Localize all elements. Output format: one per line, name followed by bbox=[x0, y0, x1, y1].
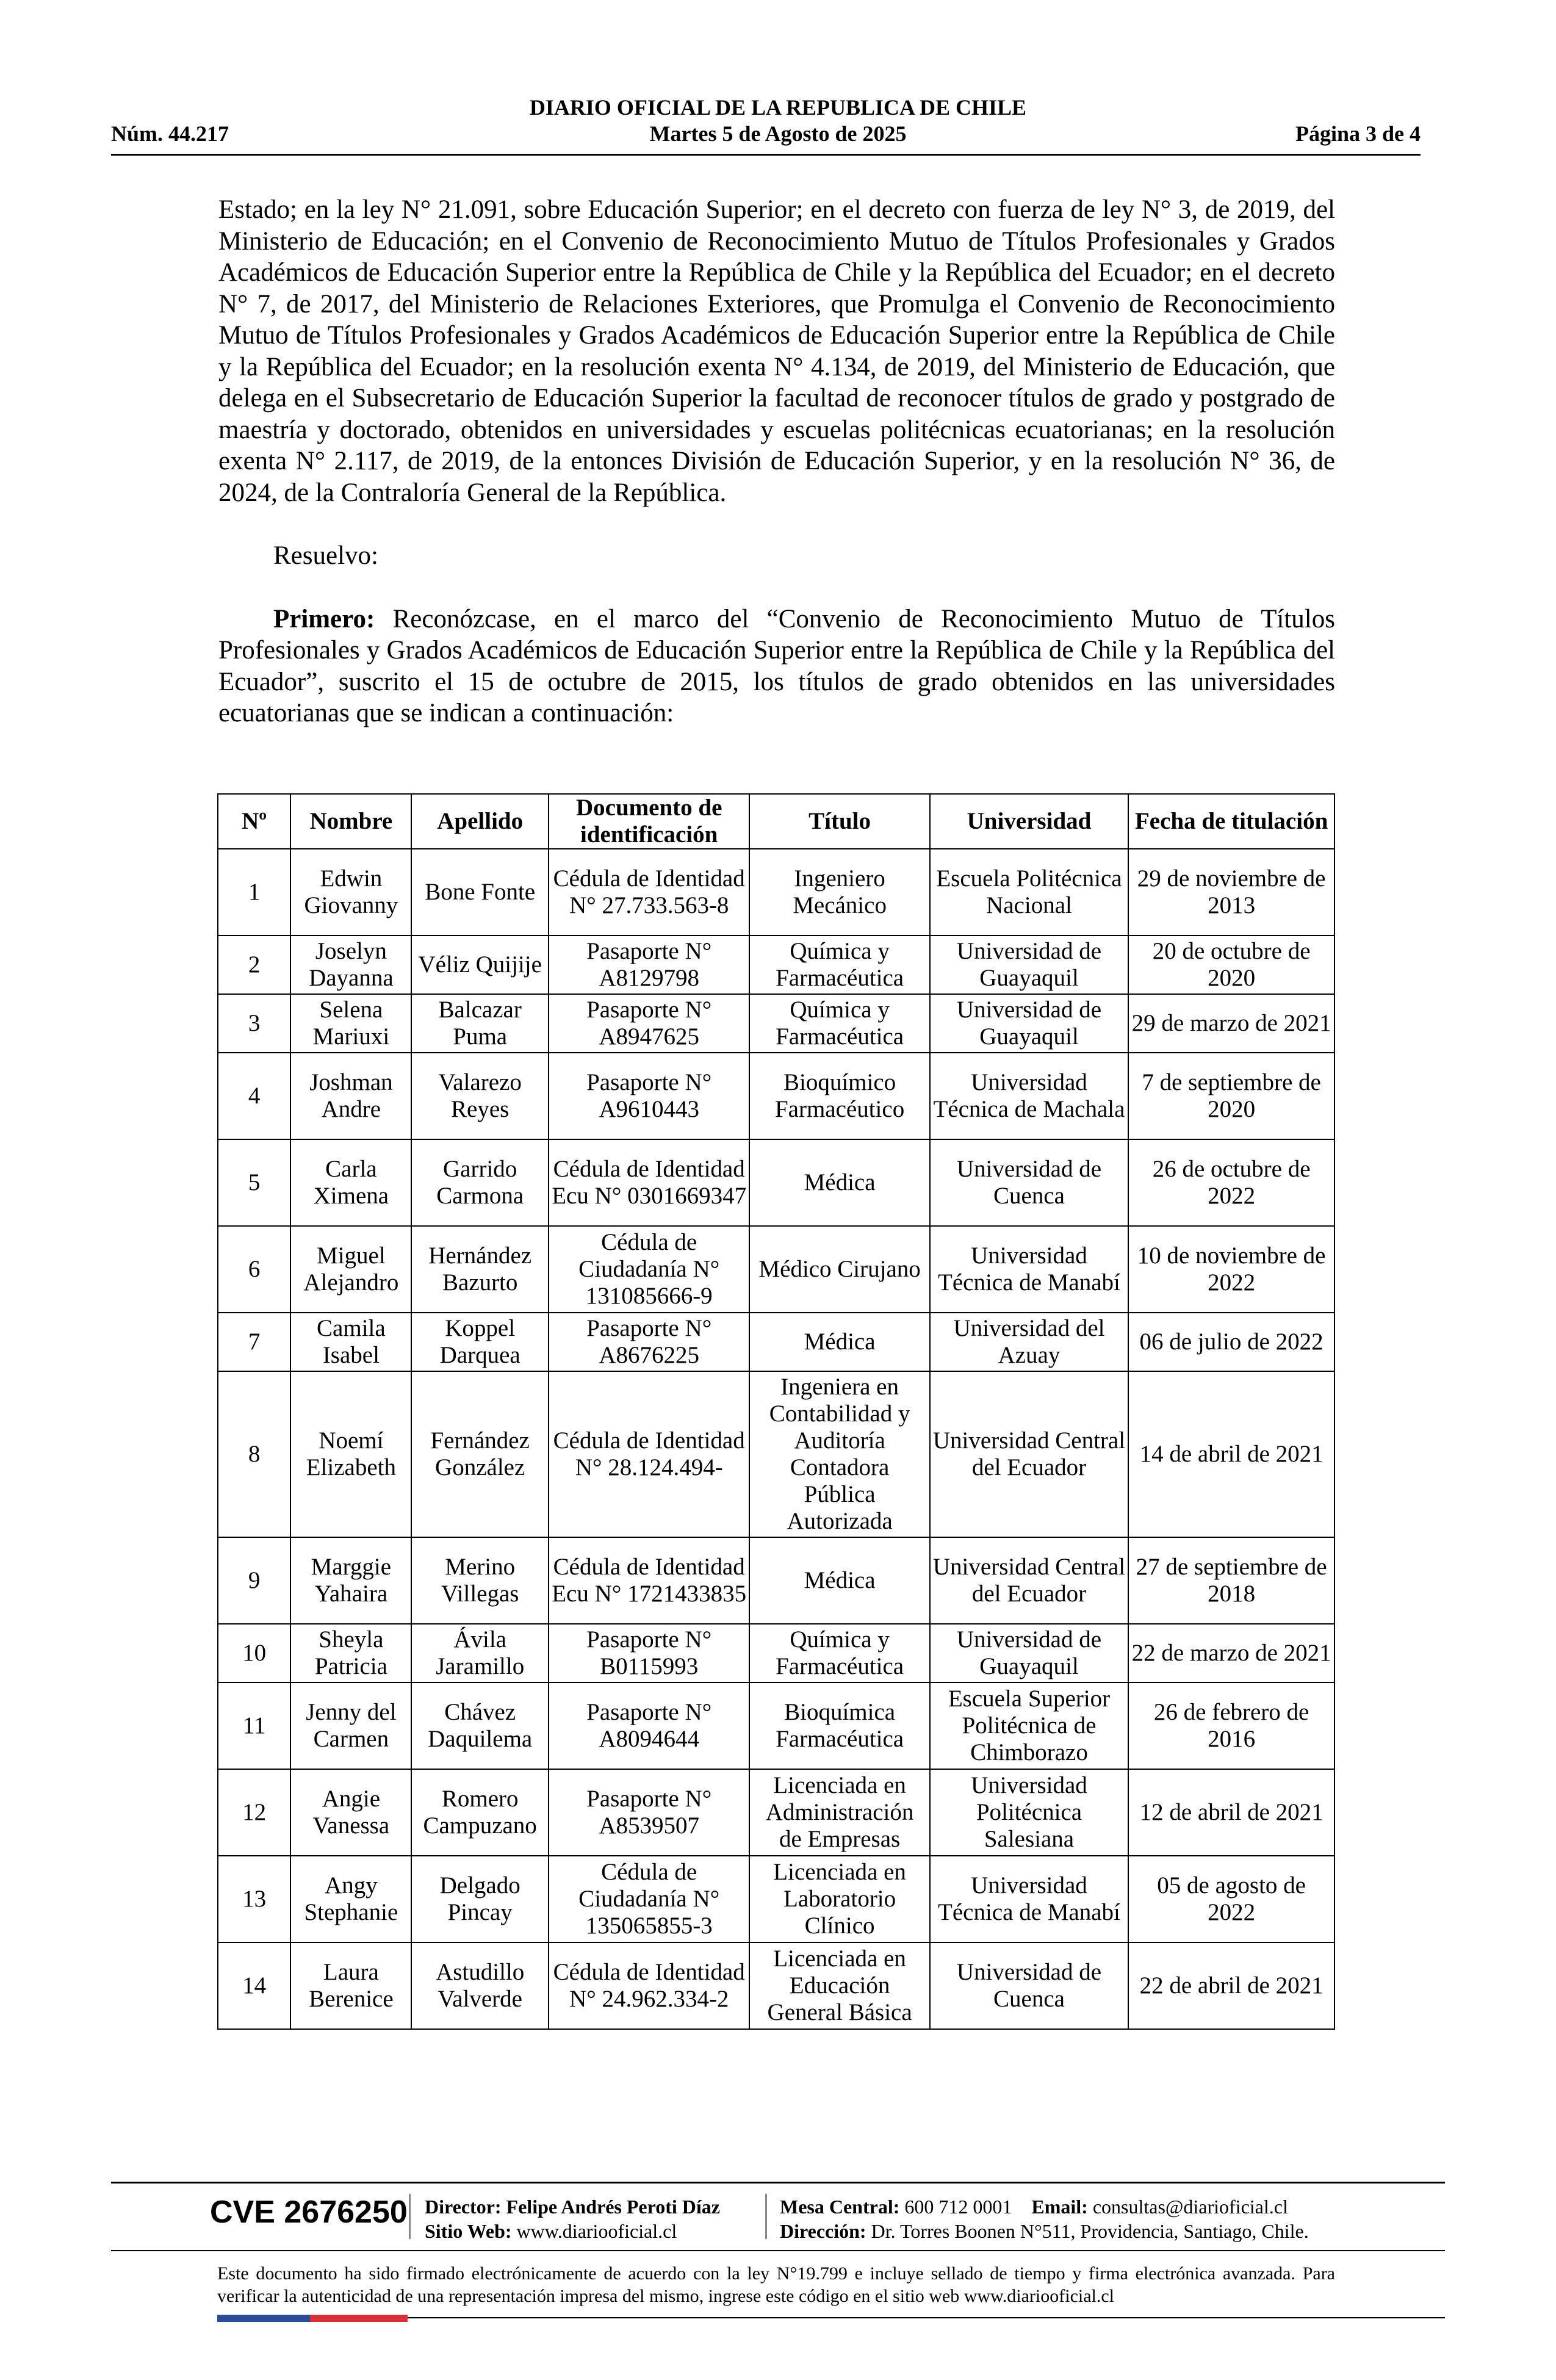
cell-nombre: Camila Isabel bbox=[290, 1313, 411, 1371]
cell-num: 5 bbox=[218, 1139, 290, 1226]
cell-universidad: Universidad de Cuenca bbox=[930, 1139, 1129, 1226]
cell-titulo: Ingeniera en Contabilidad y Auditoría Contadora Pública Autorizada bbox=[749, 1371, 929, 1537]
cell-titulo: Licenciada en Administración de Empresas bbox=[749, 1769, 929, 1856]
header-fecha: Fecha de titulación bbox=[1128, 794, 1334, 849]
signature-disclaimer: Este documento ha sido firmado electrónicamente de acuerdo con la ley N°19.799 e incluye sellado de tiempo y firma electrónica avanzada. Para verificar la autenticidad de una representación impresa del mismo, ingrese este código en el sitio web www.diariooficial.cl bbox=[217, 2263, 1335, 2306]
cell-documento: Pasaporte N° A9610443 bbox=[549, 1053, 750, 1139]
cve-code: CVE 2676250 bbox=[210, 2194, 408, 2230]
cell-apellido: Merino Villegas bbox=[411, 1537, 548, 1624]
footer-bottom-rule bbox=[408, 2317, 1445, 2318]
email-label: Email: bbox=[1031, 2196, 1088, 2218]
cell-titulo: Médica bbox=[749, 1139, 929, 1226]
cell-titulo: Médico Cirujano bbox=[749, 1226, 929, 1313]
footer-director-block bbox=[425, 2194, 720, 2243]
table-row bbox=[218, 1371, 1334, 1537]
header-apellido: Apellido bbox=[411, 794, 548, 849]
cell-documento: Cédula de Identidad Ecu N° 0301669347 bbox=[549, 1139, 750, 1226]
cell-fecha: 26 de febrero de 2016 bbox=[1128, 1682, 1334, 1769]
cell-universidad: Universidad Técnica de Manabí bbox=[930, 1226, 1129, 1313]
cell-fecha: 26 de octubre de 2022 bbox=[1128, 1139, 1334, 1226]
cell-apellido: Valarezo Reyes bbox=[411, 1053, 548, 1139]
cell-fecha: 06 de julio de 2022 bbox=[1128, 1313, 1334, 1371]
page-header bbox=[0, 0, 1556, 159]
intro-paragraph: Estado; en la ley N° 21.091, sobre Educación Superior; en el decreto con fuerza de ley N° 3, de 2019, del Ministerio de Educación; en el Convenio de Reconocimiento Mutuo de Títulos Profesionales y Grados Académicos de Educación Superior entre la República de Chile y la República del Ecuador; en el decreto N° 7, de 2017, del Ministerio de Relaciones Exteriores, que Promulga el Convenio de Reconocimiento Mutuo de Títulos Profesionales y Grados Académicos de Educación Superior entre la República de Chile y la República del Ecuador; en la resolución exenta N° 4.134, de 2019, del Ministerio de Educación, que delega en el Subsecretario de Educación Superior la facultad de reconocer títulos de grado y postgrado de maestría y doctorado, obtenidos en universidades y escuelas politécnicas ecuatorianas; en la resolución exenta N° 2.117, de 2019, de la entonces División de Educación Superior, y en la resolución N° 36, de 2024, de la Contraloría General de la República. bbox=[218, 195, 1335, 507]
cell-documento: Pasaporte N° A8539507 bbox=[549, 1769, 750, 1856]
cell-universidad: Universidad de Guayaquil bbox=[930, 1624, 1129, 1682]
page-indicator: Página 3 de 4 bbox=[1295, 121, 1421, 146]
cell-num: 6 bbox=[218, 1226, 290, 1313]
cell-titulo: Licenciada en Educación General Básica bbox=[749, 1942, 929, 2029]
cell-documento: Cédula de Identidad N° 27.733.563-8 bbox=[549, 849, 750, 936]
cell-universidad: Universidad del Azuay bbox=[930, 1313, 1129, 1371]
cell-apellido: Véliz Quijije bbox=[411, 936, 548, 994]
primero-lead: Primero: bbox=[273, 604, 375, 633]
cell-titulo: Médica bbox=[749, 1537, 929, 1624]
cell-titulo: Bioquímico Farmacéutico bbox=[749, 1053, 929, 1139]
cell-documento: Pasaporte N° A8094644 bbox=[549, 1682, 750, 1769]
cell-num: 11 bbox=[218, 1682, 290, 1769]
cell-documento: Pasaporte N° B0115993 bbox=[549, 1624, 750, 1682]
cell-fecha: 14 de abril de 2021 bbox=[1128, 1371, 1334, 1537]
cell-fecha: 22 de abril de 2021 bbox=[1128, 1942, 1334, 2029]
cell-num: 14 bbox=[218, 1942, 290, 2029]
cell-fecha: 7 de septiembre de 2020 bbox=[1128, 1053, 1334, 1139]
cell-nombre: Carla Ximena bbox=[290, 1139, 411, 1226]
table-row bbox=[218, 994, 1334, 1053]
web-url[interactable]: www.diariooficial.cl bbox=[516, 2220, 677, 2242]
table-row bbox=[218, 936, 1334, 994]
cell-num: 8 bbox=[218, 1371, 290, 1537]
cell-fecha: 29 de marzo de 2021 bbox=[1128, 994, 1334, 1053]
flag-stripe-blue bbox=[217, 2315, 310, 2322]
footer-separator bbox=[409, 2194, 411, 2239]
cell-universidad: Universidad de Guayaquil bbox=[930, 994, 1129, 1053]
header-divider bbox=[111, 154, 1421, 156]
cell-titulo: Química y Farmacéutica bbox=[749, 1624, 929, 1682]
cell-apellido: Garrido Carmona bbox=[411, 1139, 548, 1226]
address-value: Dr. Torres Boonen N°511, Providencia, Santiago, Chile. bbox=[871, 2220, 1309, 2242]
newspaper-title: DIARIO OFICIAL DE LA REPUBLICA DE CHILE bbox=[529, 95, 1027, 120]
header-num: Nº bbox=[218, 794, 290, 849]
cell-fecha: 20 de octubre de 2020 bbox=[1128, 936, 1334, 994]
table-row bbox=[218, 1053, 1334, 1139]
mesa-label: Mesa Central: bbox=[780, 2196, 900, 2218]
cell-fecha: 27 de septiembre de 2018 bbox=[1128, 1537, 1334, 1624]
table-row bbox=[218, 1537, 1334, 1624]
cell-titulo: Licenciada en Laboratorio Clínico bbox=[749, 1856, 929, 1942]
cell-nombre: Noemí Elizabeth bbox=[290, 1371, 411, 1537]
cell-titulo: Médica bbox=[749, 1313, 929, 1371]
cell-apellido: Bone Fonte bbox=[411, 849, 548, 936]
cell-apellido: Chávez Daquilema bbox=[411, 1682, 548, 1769]
cell-documento: Pasaporte N° A8947625 bbox=[549, 994, 750, 1053]
cell-documento: Pasaporte N° A8676225 bbox=[549, 1313, 750, 1371]
table-row bbox=[218, 1624, 1334, 1682]
issue-date: Martes 5 de Agosto de 2025 bbox=[649, 121, 907, 146]
cell-num: 12 bbox=[218, 1769, 290, 1856]
cell-apellido: Koppel Darquea bbox=[411, 1313, 548, 1371]
cell-num: 1 bbox=[218, 849, 290, 936]
footer-separator bbox=[765, 2194, 767, 2239]
footer-contact-block bbox=[780, 2194, 1309, 2243]
cell-titulo: Bioquímica Farmacéutica bbox=[749, 1682, 929, 1769]
cell-fecha: 22 de marzo de 2021 bbox=[1128, 1624, 1334, 1682]
cell-nombre: Angy Stephanie bbox=[290, 1856, 411, 1942]
director-name: Felipe Andrés Peroti Díaz bbox=[506, 2196, 720, 2218]
cell-apellido: Romero Campuzano bbox=[411, 1769, 548, 1856]
cell-universidad: Universidad de Cuenca bbox=[930, 1942, 1129, 2029]
table-row bbox=[218, 1139, 1334, 1226]
table-row bbox=[218, 1226, 1334, 1313]
footer-divider-2 bbox=[111, 2250, 1445, 2251]
primero-text: Reconózcase, en el marco del “Convenio de Reconocimiento Mutuo de Títulos Profesionales y Grados Académicos de Educación Superior entre la República de Chile y la República del Ecuador”, suscrito el 15 de octubre de 2015, los títulos de grado obtenidos en las universidades ecuatorianas que se indican a continuación: bbox=[218, 604, 1335, 727]
cell-apellido: Hernández Bazurto bbox=[411, 1226, 548, 1313]
director-label: Director: bbox=[425, 2196, 502, 2218]
table-row bbox=[218, 1856, 1334, 1942]
cell-documento: Cédula de Identidad N° 28.124.494- bbox=[549, 1371, 750, 1537]
resuelvo-heading: Resuelvo: bbox=[273, 541, 378, 570]
cell-fecha: 10 de noviembre de 2022 bbox=[1128, 1226, 1334, 1313]
cell-num: 7 bbox=[218, 1313, 290, 1371]
cell-nombre: Joselyn Dayanna bbox=[290, 936, 411, 994]
cell-universidad: Universidad Central del Ecuador bbox=[930, 1371, 1129, 1537]
web-label: Sitio Web: bbox=[425, 2220, 512, 2242]
cell-universidad: Escuela Politécnica Nacional bbox=[930, 849, 1129, 936]
cell-apellido: Fernández González bbox=[411, 1371, 548, 1537]
cell-nombre: Angie Vanessa bbox=[290, 1769, 411, 1856]
cell-documento: Cédula de Identidad N° 24.962.334-2 bbox=[549, 1942, 750, 2029]
cell-documento: Cédula de Ciudadanía N° 135065855-3 bbox=[549, 1856, 750, 1942]
cell-nombre: Selena Mariuxi bbox=[290, 994, 411, 1053]
cell-num: 3 bbox=[218, 994, 290, 1053]
cell-apellido: Astudillo Valverde bbox=[411, 1942, 548, 2029]
table-row bbox=[218, 1682, 1334, 1769]
cell-num: 4 bbox=[218, 1053, 290, 1139]
cell-fecha: 29 de noviembre de 2013 bbox=[1128, 849, 1334, 936]
cell-titulo: Química y Farmacéutica bbox=[749, 994, 929, 1053]
cell-nombre: Joshman Andre bbox=[290, 1053, 411, 1139]
header-nombre: Nombre bbox=[290, 794, 411, 849]
table-row bbox=[218, 1313, 1334, 1371]
cell-titulo: Química y Farmacéutica bbox=[749, 936, 929, 994]
cell-num: 2 bbox=[218, 936, 290, 994]
header-documento: Documento de identificación bbox=[549, 794, 750, 849]
cell-num: 13 bbox=[218, 1856, 290, 1942]
cell-apellido: Ávila Jaramillo bbox=[411, 1624, 548, 1682]
cell-nombre: Edwin Giovanny bbox=[290, 849, 411, 936]
issue-number: Núm. 44.217 bbox=[111, 121, 229, 146]
cell-universidad: Universidad Politécnica Salesiana bbox=[930, 1769, 1129, 1856]
table-header-row bbox=[218, 794, 1334, 849]
degrees-table bbox=[217, 793, 1335, 2030]
email-address[interactable]: consultas@diarioficial.cl bbox=[1092, 2196, 1288, 2218]
cell-apellido: Balcazar Puma bbox=[411, 994, 548, 1053]
cell-fecha: 05 de agosto de 2022 bbox=[1128, 1856, 1334, 1942]
footer-divider bbox=[111, 2182, 1445, 2183]
table-row bbox=[218, 1769, 1334, 1856]
header-titulo: Título bbox=[749, 794, 929, 849]
cell-nombre: Laura Berenice bbox=[290, 1942, 411, 2029]
document-body bbox=[218, 194, 1335, 729]
cell-num: 10 bbox=[218, 1624, 290, 1682]
primero-paragraph bbox=[218, 604, 1335, 729]
cell-documento: Pasaporte N° A8129798 bbox=[549, 936, 750, 994]
cell-apellido: Delgado Pincay bbox=[411, 1856, 548, 1942]
cell-universidad: Universidad de Guayaquil bbox=[930, 936, 1129, 994]
cell-num: 9 bbox=[218, 1537, 290, 1624]
mesa-phone: 600 712 0001 bbox=[904, 2196, 1012, 2218]
cell-nombre: Jenny del Carmen bbox=[290, 1682, 411, 1769]
cell-fecha: 12 de abril de 2021 bbox=[1128, 1769, 1334, 1856]
address-label: Dirección: bbox=[780, 2220, 866, 2242]
cell-nombre: Sheyla Patricia bbox=[290, 1624, 411, 1682]
cell-nombre: Miguel Alejandro bbox=[290, 1226, 411, 1313]
cell-nombre: Marggie Yahaira bbox=[290, 1537, 411, 1624]
degrees-table-container bbox=[217, 793, 1335, 2030]
flag-stripe-red bbox=[310, 2315, 408, 2322]
cell-universidad: Universidad Técnica de Machala bbox=[930, 1053, 1129, 1139]
header-universidad: Universidad bbox=[930, 794, 1129, 849]
table-row bbox=[218, 849, 1334, 936]
cell-universidad: Universidad Técnica de Manabí bbox=[930, 1856, 1129, 1942]
table-row bbox=[218, 1942, 1334, 2029]
cell-titulo: Ingeniero Mecánico bbox=[749, 849, 929, 936]
cell-documento: Cédula de Ciudadanía N° 131085666-9 bbox=[549, 1226, 750, 1313]
cell-documento: Cédula de Identidad Ecu N° 1721433835 bbox=[549, 1537, 750, 1624]
cell-universidad: Universidad Central del Ecuador bbox=[930, 1537, 1129, 1624]
cell-universidad: Escuela Superior Politécnica de Chimborazo bbox=[930, 1682, 1129, 1769]
